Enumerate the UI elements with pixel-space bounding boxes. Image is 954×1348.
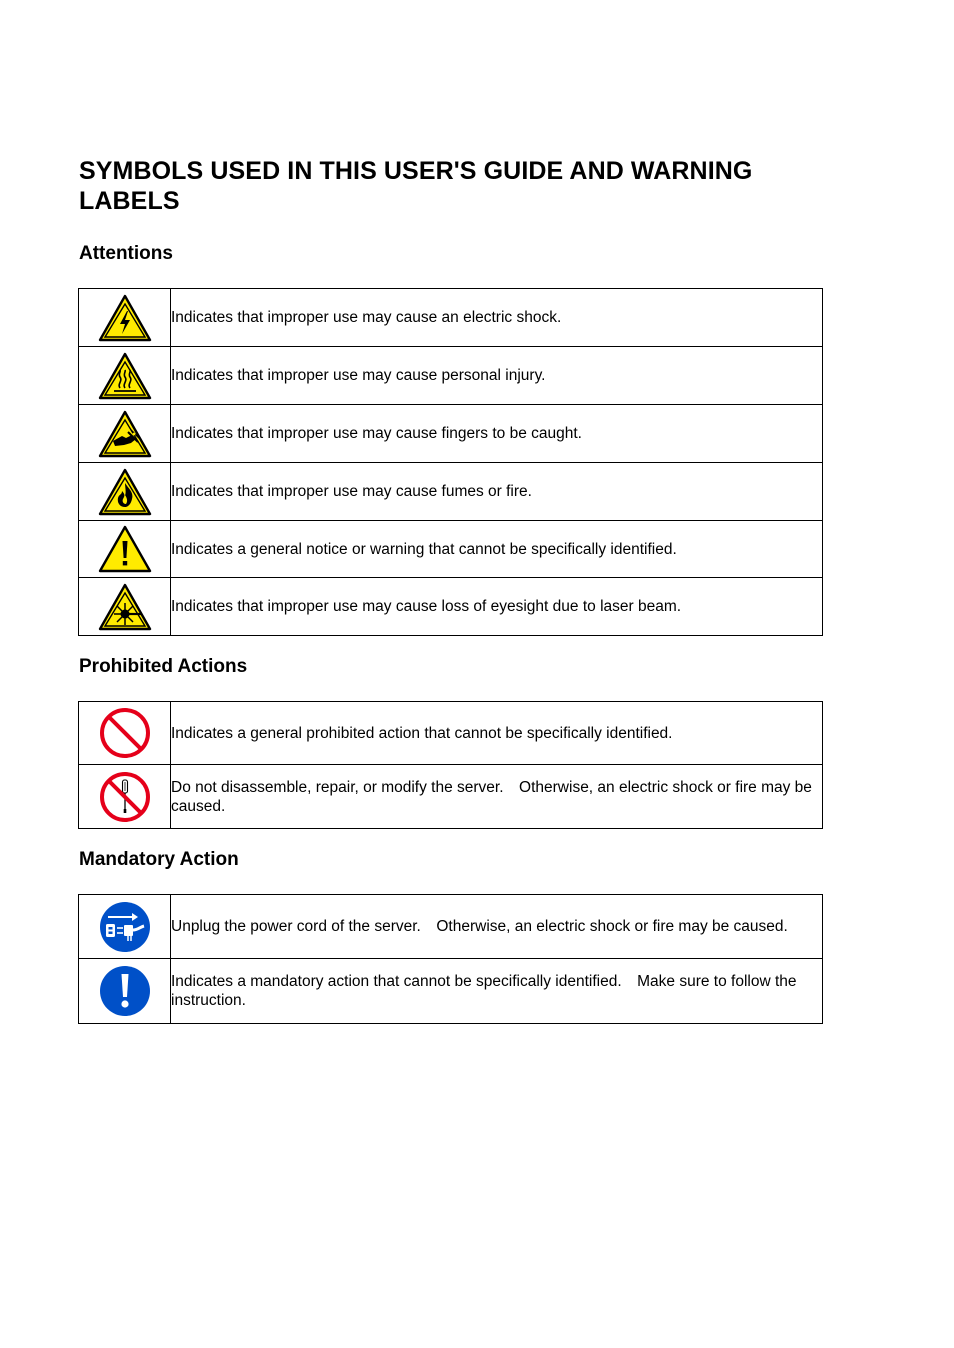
description-general-warning: Indicates a general notice or warning that cannot be specifically identified.	[171, 521, 823, 578]
general-warning-icon	[98, 525, 152, 573]
description-fingers-caught: Indicates that improper use may cause fingers to be caught.	[171, 405, 823, 463]
electric-shock-warning-icon	[98, 294, 152, 342]
mandatory-action-table	[78, 894, 823, 1024]
description-unplug-power-cord: Unplug the power cord of the server. Otherwise, an electric shock or fire may be caused.	[171, 895, 823, 959]
description-mandatory-action: Indicates a mandatory action that cannot be specifically identified. Make sure to follow the instruction.	[171, 959, 823, 1024]
section-heading-prohibited-actions: Prohibited Actions	[79, 656, 248, 677]
table-row	[79, 463, 823, 521]
description-personal-injury: Indicates that improper use may cause personal injury.	[171, 347, 823, 405]
description-laser-beam: Indicates that improper use may cause loss of eyesight due to laser beam.	[171, 578, 823, 636]
description-fumes-fire: Indicates that improper use may cause fumes or fire.	[171, 463, 823, 521]
table-row	[79, 578, 823, 636]
attentions-table	[78, 288, 823, 636]
description-no-disassembly: Do not disassemble, repair, or modify the server. Otherwise, an electric shock or fire may be caused.	[171, 765, 823, 829]
table-row	[79, 347, 823, 405]
table-row	[79, 289, 823, 347]
hot-surface-warning-icon	[98, 352, 152, 400]
prohibited-actions-table	[78, 701, 823, 829]
description-general-prohibition: Indicates a general prohibited action that cannot be specifically identified.	[171, 702, 823, 765]
table-row	[79, 702, 823, 765]
table-row	[79, 765, 823, 829]
no-disassembly-icon	[98, 770, 152, 824]
description-electric-shock: Indicates that improper use may cause an electric shock.	[171, 289, 823, 347]
table-row	[79, 521, 823, 578]
table-row	[79, 405, 823, 463]
fire-warning-icon	[98, 468, 152, 516]
laser-warning-icon	[98, 583, 152, 631]
page-title: SYMBOLS USED IN THIS USER'S GUIDE AND WARNING LABELS	[79, 157, 753, 215]
unplug-power-cord-icon	[98, 900, 152, 954]
general-prohibition-icon	[98, 706, 152, 760]
table-row	[79, 895, 823, 959]
section-heading-mandatory-action: Mandatory Action	[79, 849, 239, 870]
mandatory-action-icon	[98, 964, 152, 1018]
table-row	[79, 959, 823, 1024]
finger-pinch-warning-icon	[98, 410, 152, 458]
section-heading-attentions: Attentions	[79, 243, 173, 264]
